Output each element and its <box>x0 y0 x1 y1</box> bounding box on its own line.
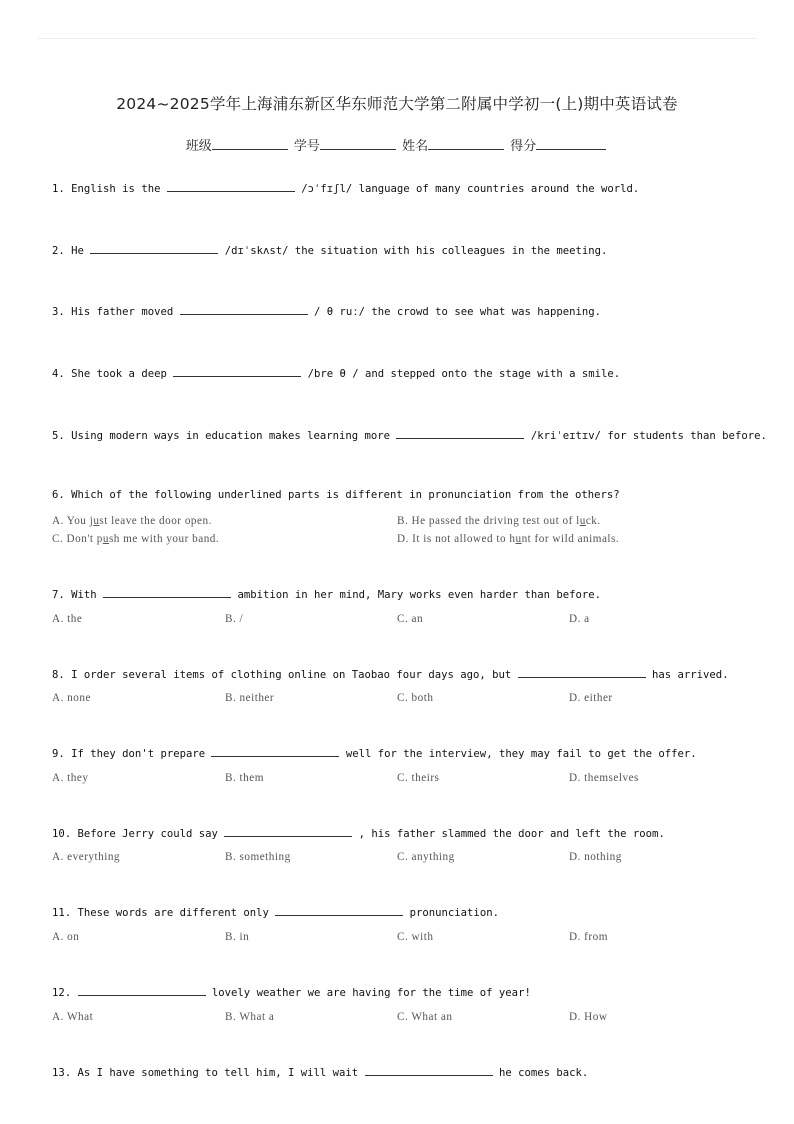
question-text: English is the <box>71 183 161 195</box>
question-text: /bre θ / and stepped onto the stage with a smile. <box>307 368 621 380</box>
question-text: , his father slammed the door and left the room. <box>358 828 665 840</box>
option-b[interactable]: B. neither <box>225 692 275 704</box>
answer-blank[interactable] <box>180 304 308 315</box>
score-label: 得分 <box>510 139 537 154</box>
question-text: he comes back. <box>498 1067 589 1079</box>
page-title: 2024~2025学年上海浦东新区华东师范大学第二附属中学初一(上)期中英语试卷 <box>116 95 678 113</box>
option-b[interactable]: B. in <box>225 931 250 943</box>
question-text: His father moved <box>71 306 174 318</box>
question-number: 8. <box>52 669 65 681</box>
question-text: She took a deep <box>71 368 167 380</box>
question-6 <box>52 489 620 501</box>
question-number: 12. <box>52 987 72 999</box>
option-c[interactable]: C. theirs <box>397 772 440 784</box>
question-1 <box>52 181 639 195</box>
question-text: / θ ruː/ the crowd to see what was happening. <box>314 306 602 318</box>
question-text: As I have something to tell him, I will wait <box>77 1067 359 1079</box>
student-id-label: 学号 <box>293 139 320 154</box>
answer-blank[interactable] <box>211 746 339 757</box>
option-a[interactable]: A. everything <box>52 851 121 863</box>
question-12 <box>52 985 531 999</box>
question-text: Before Jerry could say <box>77 828 218 840</box>
option-b[interactable]: B. something <box>225 851 291 863</box>
question-text: If they don't prepare <box>71 748 206 760</box>
option-b[interactable]: B. them <box>225 772 264 784</box>
answer-blank[interactable] <box>78 985 206 996</box>
option-c[interactable]: C. Don't push me with your band. <box>52 533 220 545</box>
question-text: ambition in her mind, Mary works even harder than before. <box>237 589 601 601</box>
answer-blank[interactable] <box>103 587 231 598</box>
question-number: 4. <box>52 368 65 380</box>
student-info-line <box>0 135 794 154</box>
question-text: He <box>71 245 84 257</box>
question-text: pronunciation. <box>409 907 499 919</box>
question-text: Using modern ways in education makes learning more <box>71 430 391 442</box>
question-10 <box>52 826 665 840</box>
question-number: 6. <box>52 489 65 501</box>
option-a[interactable]: A. You just leave the door open. <box>52 515 212 527</box>
option-a[interactable]: A. they <box>52 772 89 784</box>
option-d[interactable]: D. nothing <box>569 851 622 863</box>
question-text: With <box>71 589 97 601</box>
question-number: 13. <box>52 1067 72 1079</box>
class-blank[interactable] <box>212 137 288 150</box>
option-b[interactable]: B. He passed the driving test out of luck. <box>397 515 601 527</box>
option-a[interactable]: A. What <box>52 1011 94 1023</box>
answer-blank[interactable] <box>173 366 301 377</box>
question-text: These words are different only <box>77 907 269 919</box>
option-c[interactable]: C. with <box>397 931 434 943</box>
answer-blank[interactable] <box>275 905 403 916</box>
question-text: /kriˈeɪtɪv/ for students than before. <box>530 430 767 442</box>
question-3 <box>52 304 601 318</box>
option-a[interactable]: A. the <box>52 613 83 625</box>
question-number: 5. <box>52 430 65 442</box>
option-c[interactable]: C. anything <box>397 851 455 863</box>
option-b[interactable]: B. What a <box>225 1011 275 1023</box>
answer-blank[interactable] <box>396 428 524 439</box>
option-d[interactable]: D. either <box>569 692 613 704</box>
option-c[interactable]: C. an <box>397 613 424 625</box>
question-7 <box>52 587 601 601</box>
question-8 <box>52 667 729 681</box>
question-number: 7. <box>52 589 65 601</box>
answer-blank[interactable] <box>224 826 352 837</box>
question-number: 11. <box>52 907 72 919</box>
question-text: Which of the following underlined parts is different in pronunciation from the others? <box>71 489 620 501</box>
question-text: /dɪˈskʌst/ the situation with his colleagues in the meeting. <box>224 245 608 257</box>
option-d[interactable]: D. from <box>569 931 608 943</box>
answer-blank[interactable] <box>90 243 218 254</box>
option-b[interactable]: B. / <box>225 613 244 625</box>
question-9 <box>52 746 697 760</box>
option-d[interactable]: D. It is not allowed to hunt for wild animals. <box>397 533 620 545</box>
question-11 <box>52 905 499 919</box>
option-a[interactable]: A. on <box>52 931 80 943</box>
answer-blank[interactable] <box>518 667 646 678</box>
question-text: lovely weather we are having for the time of year! <box>211 987 531 999</box>
question-number: 9. <box>52 748 65 760</box>
question-text: /ɔˈfɪʃl/ language of many countries around the world. <box>301 183 640 195</box>
option-a[interactable]: A. none <box>52 692 91 704</box>
question-13 <box>52 1065 588 1079</box>
question-number: 3. <box>52 306 65 318</box>
question-number: 1. <box>52 183 65 195</box>
option-c[interactable]: C. both <box>397 692 434 704</box>
option-d[interactable]: D. How <box>569 1011 608 1023</box>
option-d[interactable]: D. themselves <box>569 772 639 784</box>
option-d[interactable]: D. a <box>569 613 590 625</box>
question-2 <box>52 243 607 257</box>
question-number: 10. <box>52 828 72 840</box>
question-5 <box>52 428 767 442</box>
student-id-blank[interactable] <box>320 137 396 150</box>
class-label: 班级 <box>185 139 212 154</box>
header-divider <box>38 38 756 39</box>
question-text: I order several items of clothing online on Taobao four days ago, but <box>71 669 512 681</box>
answer-blank[interactable] <box>167 181 295 192</box>
name-blank[interactable] <box>428 137 504 150</box>
question-text: has arrived. <box>652 669 729 681</box>
score-blank[interactable] <box>536 137 606 150</box>
option-c[interactable]: C. What an <box>397 1011 453 1023</box>
question-4 <box>52 366 620 380</box>
name-label: 姓名 <box>402 139 429 154</box>
answer-blank[interactable] <box>365 1065 493 1076</box>
question-text: well for the interview, they may fail to get the offer. <box>345 748 697 760</box>
question-number: 2. <box>52 245 65 257</box>
